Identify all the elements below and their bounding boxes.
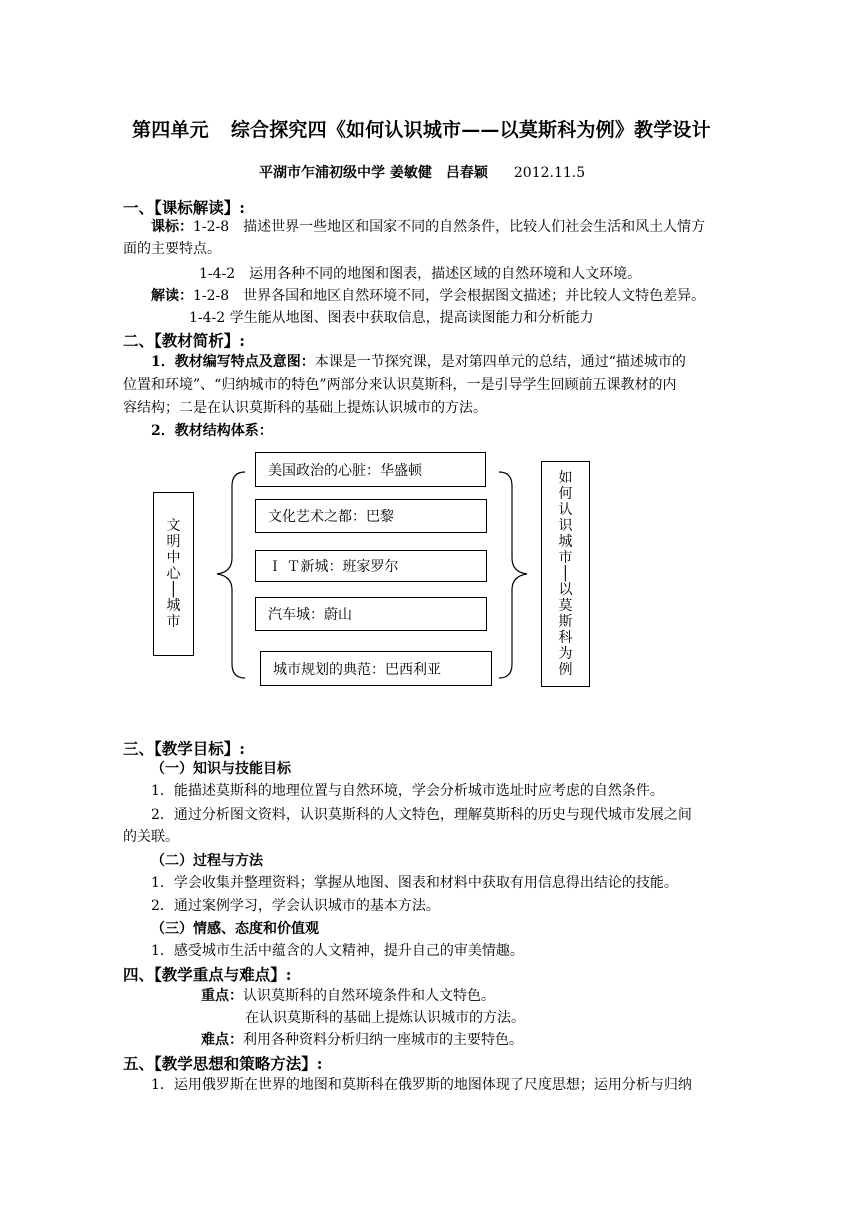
author-date: 2012.11.5 <box>513 165 586 181</box>
s3-g2: 2．通过案例学习，学会认识城市的基本方法。 <box>151 898 440 914</box>
s3-sub-1: （一）知识与技能目标 <box>151 761 291 777</box>
s2-p1-line-2: 位置和环境”、“归纳城市的特色”两部分来认识莫斯科，一是引导学生回顾前五课教材的内 <box>123 377 677 393</box>
left-char: 城 <box>166 598 181 614</box>
diagram-item-1: 美国政治的心脏：华盛顿 <box>255 452 486 487</box>
diagram-item-3: Ｉ Ｔ新城：班家罗尔 <box>255 550 487 582</box>
s3-k2-line-2: 的关联。 <box>123 829 179 845</box>
s2-p1-text-1: 本课是一节探究课，是对第四单元的总结，通过“描述城市的 <box>314 354 686 370</box>
right-char: 何 <box>558 486 573 502</box>
s3-e1: 1．感受城市生活中蕴含的人文精神，提升自己的审美情趣。 <box>151 943 524 959</box>
right-char: 科 <box>558 630 573 646</box>
diagram-item-4: 汽车城：蔚山 <box>255 597 487 631</box>
jd-text-1: 1-2-8 世界各国和地区自然环境不同，学会根据图文描述；并比较人文特色差异。 <box>193 288 706 304</box>
s3-g1: 1．学会收集并整理资料；掌握从地图、图表和材料中获取有用信息得出结论的技能。 <box>151 875 678 891</box>
right-char: 认 <box>558 502 573 518</box>
diagram-item-2: 文化艺术之都：巴黎 <box>255 499 487 533</box>
right-char: 识 <box>558 518 573 534</box>
left-char: 中 <box>166 550 181 566</box>
zd-text-1: 认识莫斯科的自然环境条件和人文特色。 <box>243 988 495 1004</box>
kb-text-1: 1-2-8 描述世界一些地区和国家不同的自然条件，比较人们社会生活和风土人情方 <box>193 219 706 235</box>
s2-p2-label: 2．教材结构体系： <box>151 423 273 439</box>
section-3-heading: 三、【教学目标】: <box>123 739 245 758</box>
jd-label: 解读： <box>151 288 193 304</box>
right-char: │ <box>561 566 570 582</box>
right-char: 以 <box>558 582 573 598</box>
zd-label: 重点： <box>201 988 243 1004</box>
section-1-heading: 一、【课标解读】: <box>123 198 245 217</box>
s2-p1-line-3: 容结构；二是在认识莫斯科的基础上提炼认识城市的方法。 <box>123 400 487 416</box>
diagram-left-box <box>153 492 194 656</box>
section-5-heading: 五、【教学思想和策略方法】: <box>123 1054 323 1073</box>
kb-line-2: 1-4-2 运用各种不同的地图和图表，描述区域的自然环境和人文环境。 <box>199 266 642 282</box>
s5-p1: 1．运用俄罗斯在世界的地图和莫斯科在俄罗斯的地图体现了尺度思想；运用分析与归纳 <box>151 1077 692 1093</box>
nd-text-1: 利用各种资料分析归纳一座城市的主要特色。 <box>243 1032 523 1048</box>
s2-p1-label: 1．教材编写特点及意图： <box>151 354 315 370</box>
right-char: 市 <box>558 550 573 566</box>
author-names: 平湖市乍浦初级中学 姜敏健 吕春颖 <box>259 165 488 181</box>
jd-line-2: 1-4-2 学生能从地图、图表中获取信息，提高读图能力和分析能力 <box>189 310 594 326</box>
diagram-item-5: 城市规划的典范：巴西利亚 <box>260 651 492 686</box>
right-char: 莫 <box>558 598 573 614</box>
zd-line-2: 在认识莫斯科的基础上提炼认识城市的方法。 <box>245 1010 525 1026</box>
title-main: 综合探究四《如何认识城市——以莫斯科为例》教学设计 <box>230 119 711 141</box>
title-unit: 第四单元 <box>132 119 209 141</box>
left-char: 市 <box>166 614 181 630</box>
s3-k2-line-1: 2．通过分析图文资料，认识莫斯科的人文特色，理解莫斯科的历史与现代城市发展之间 <box>151 807 692 823</box>
right-char: 城 <box>558 534 573 550</box>
right-char: 如 <box>558 470 573 486</box>
s3-sub-2: （二）过程与方法 <box>151 853 263 869</box>
section-4-heading: 四、【教学重点与难点】: <box>123 965 292 984</box>
left-char: 明 <box>166 534 181 550</box>
s3-k1: 1．能描述莫斯科的地理位置与自然环境，学会分析城市选址时应考虑的自然条件。 <box>151 783 664 799</box>
s3-sub-3: （三）情感、态度和价值观 <box>151 921 319 937</box>
nd-line-1 <box>201 1030 523 1050</box>
left-brace <box>217 472 245 678</box>
zd-line-1 <box>201 986 495 1006</box>
left-char: 文 <box>166 518 181 534</box>
section-2-heading: 二、【教材简析】: <box>123 331 245 350</box>
left-char: 心 <box>166 566 181 582</box>
kb-line-1b: 面的主要特点。 <box>123 241 221 257</box>
right-brace <box>499 472 527 678</box>
right-char: 例 <box>558 662 573 678</box>
kb-label: 课标： <box>151 219 193 235</box>
left-char: │ <box>169 582 178 598</box>
right-char: 为 <box>558 646 573 662</box>
diagram-right-box <box>541 461 590 687</box>
nd-label: 难点： <box>201 1032 243 1048</box>
right-char: 斯 <box>558 614 573 630</box>
